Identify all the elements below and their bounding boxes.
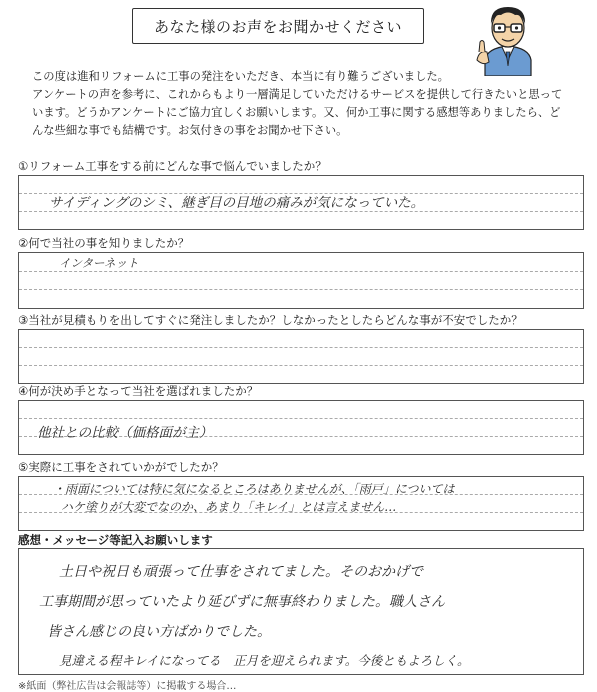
intro-line: います。どうかアンケートにご協力宜しくお願いします。又、何か工事に関する感想等ありましたら、ど <box>32 106 561 119</box>
comment-line: 皆さん感じの良い方ばかりでした。 <box>47 624 271 640</box>
comment-line: 土日や祝日も頑張って仕事をされてました。そのおかげで <box>59 564 423 580</box>
comments-label: 感想・メッセージ等記入お願いします <box>18 533 213 547</box>
page-title: あなた様のお声をお聞かせください <box>132 8 424 44</box>
question-4-label: ④何が決め手となって当社を選ばれましたか？ <box>18 384 259 398</box>
comments-box[interactable] <box>18 548 584 675</box>
question-3-answer-box[interactable] <box>18 329 584 384</box>
question-4-answer: 他社との比較（価格面が主） <box>37 425 213 441</box>
intro-line: アンケートの声を参考に、これからもより一層満足していただけるサービスを提供して行きたいと思って <box>32 88 563 101</box>
intro-line: この度は進和リフォームに工事の発注をいただき、本当に有り難うございました。 <box>32 70 449 83</box>
question-2-answer-box[interactable] <box>18 252 584 309</box>
question-2-label: ②何で当社の事を知りましたか？ <box>18 236 190 250</box>
question-1-label: ①リフォーム工事をする前にどんな事で悩んでいましたか？ <box>18 159 327 173</box>
comment-line: 工事期間が思っていたより延びずに無事終わりました。職人さん <box>39 594 445 610</box>
question-5-answer-line: ハケ塗りが大変でなのか、あまり「キレイ」とは言えません… <box>61 500 397 514</box>
footer-note: ※紙面（弊社広告は会報誌等）に掲載する場合… <box>18 681 237 692</box>
mascot-illustration <box>475 2 541 76</box>
question-5-answer-box[interactable] <box>18 476 584 531</box>
intro-text <box>32 68 577 140</box>
intro-line: んな些細な事でも結構です。お気付きの事をお聞かせ下さい。 <box>32 124 348 137</box>
question-3-label: ③当社が見積もりを出してすぐに発注しましたか？しなかったとしたらどんな事が不安でしたか？ <box>18 313 523 327</box>
comment-line: 見違える程キレイになってる 正月を迎えられます。今後ともよろしく。 <box>59 653 470 668</box>
question-2-answer: インターネット <box>59 256 139 270</box>
question-4-answer-box[interactable] <box>18 400 584 455</box>
question-1-answer: サイディングのシミ、継ぎ目の目地の痛みが気になっていた。 <box>49 195 425 211</box>
question-5-label: ⑤実際に工事をされていかがでしたか？ <box>18 460 224 474</box>
question-1-answer-box[interactable] <box>18 175 584 230</box>
question-5-answer-line: ・雨面については特に気になるところはありませんが、「雨戸」については <box>53 482 455 496</box>
